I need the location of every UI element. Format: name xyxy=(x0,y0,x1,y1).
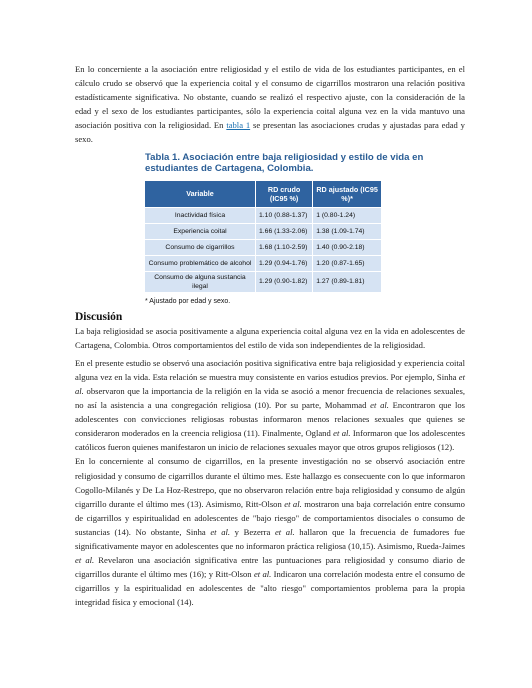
et-al-italic: et al. xyxy=(75,555,95,566)
table-1 xyxy=(145,181,381,292)
text-run: Revelaron una asociación significativa entre las puntuaciones para religiosidad y consumo diario de cigarrillos durante el último mes (16); y Ritt-Olson xyxy=(75,555,465,580)
text-run: observaron que la importancia de la religión en la vida se asoció a menor frecuencia de relaciones sexuales, no así la asistencia a una congregación religiosa (10). Por su parte, Mohammad xyxy=(75,385,465,411)
cell-rd-crudo: 1.29 (0.94-1.76) xyxy=(256,255,313,271)
table-footnote: * Ajustado por edad y sexo. xyxy=(145,297,231,305)
section-heading: Discusión xyxy=(75,310,123,323)
text-run: Informaron que los adolescentes católicos fueron quienes manifestaron un inicio de relaciones sexuales mayor que otros grupos religiosos (12). xyxy=(75,428,466,453)
cell-variable: Consumo de alguna sustancia ilegal xyxy=(145,271,256,292)
cell-rd-ajustado: 1 (0.80-1.24) xyxy=(313,207,381,223)
table-row xyxy=(145,223,381,239)
cell-rd-ajustado: 1.27 (0.89-1.81) xyxy=(313,271,381,292)
text-run: Encontraron que los adolescentes con convicciones religiosas robustas informaron menos relaciones sexuales que quienes se consideraron moderados en la creencia religiosa (11). Finalmente, Ogland xyxy=(75,400,466,439)
et-al-italic: et al. xyxy=(75,371,465,396)
cell-variable: Experiencia coital xyxy=(145,223,256,239)
header-rd-ajustado: RD ajustado (IC95 %)* xyxy=(313,181,381,208)
results-text-end: se presentan las asociaciones crudas y ajustadas para edad y sexo. xyxy=(75,120,465,145)
cell-rd-ajustado: 1.20 (0.87-1.65) xyxy=(313,255,381,271)
text-run: En el presente estudio se observó una asociación positiva significativa entre baja religiosidad y experiencia coital alguna vez en la vida. Esta relación se muestra muy consistente en varios estudios previos. Por ejemplo, Sinha xyxy=(75,357,465,382)
cell-rd-crudo: 1.66 (1.33-2.06) xyxy=(256,223,313,239)
header-variable: Variable xyxy=(145,181,256,208)
results-text: En lo concerniente a la asociación entre religiosidad y el estilo de vida de los estudiantes participantes, en el cálculo crudo se observó que la experiencia coital y el consumo de cigarrillos mostraron una relación positiva estadísticamente significativa. No obstante, cuando se realizó el respectivo ajuste, con la consideración de la edad y el sexo de los estudiantes participantes, sólo la experiencia coital alguna vez en la vida mantuvo una asociación positiva con la religiosidad. En xyxy=(75,64,465,131)
cell-rd-crudo: 1.68 (1.10-2.59) xyxy=(256,239,313,255)
et-al-italic: et al. xyxy=(370,400,389,411)
table-row xyxy=(145,271,381,292)
text-run: y Bezerra xyxy=(234,526,271,537)
table-row xyxy=(145,239,381,255)
text-run: mostraron una baja correlación entre consumo de cigarrillos y espiritualidad en adolescentes de "bajo riesgo" de comportamientos disociales o consumo de sustancias (14). No obstante, Sinha xyxy=(75,498,465,537)
table-row xyxy=(145,207,381,223)
cell-rd-ajustado: 1.40 (0.90-2.18) xyxy=(313,239,381,255)
et-al-italic: et al. xyxy=(274,526,295,537)
table-1-figure xyxy=(145,152,465,305)
discussion-paragraph-1: La baja religiosidad se asocia positivamente a alguna experiencia coital alguna vez en la vida en adolescentes de Cartagena, Colombia. Otros comportamientos del estilo de vida son independientes de la religiosidad. xyxy=(75,325,465,350)
text-run: En lo concerniente al consumo de cigarrillos, en la presente investigación no se observó asociación entre religiosidad y consumo de cigarrillos durante el último mes. Este hallazgo es consecuente con lo que informaron Cogollo-Milanés y De La Hoz-Restrepo, que no observaron relación entre baja religiosidad y consumo de algún cigarrillo durante el último mes (13). Asimismo, Ritt-Olson xyxy=(75,456,465,509)
table-row xyxy=(145,255,381,271)
text-run: Indicaron una correlación modesta entre el consumo de cigarrillos y la espiritualidad en adolescentes de "alto riesgo" comportamientos problema para la propia integridad física y emocional (14). xyxy=(75,569,465,608)
discussion-paragraph-2 xyxy=(75,356,465,455)
cell-rd-ajustado: 1.38 (1.09-1.74) xyxy=(313,223,381,239)
results-paragraph xyxy=(75,62,465,147)
text-run: hallaron que la frecuencia de fumadores fue significativamente mayor en adolescentes que no informaron práctica religiosa (10,15). Asimismo, Rueda-Jaimes xyxy=(75,526,465,551)
cell-rd-crudo: 1.29 (0.90-1.82) xyxy=(256,271,313,292)
table-1-link[interactable]: tabla 1 xyxy=(226,120,251,131)
cell-rd-crudo: 1.10 (0.88-1.37) xyxy=(256,207,313,223)
table-header-row xyxy=(145,181,381,208)
cell-variable: Consumo problemático de alcohol xyxy=(145,255,256,271)
cell-variable: Inactividad física xyxy=(145,207,256,223)
cell-variable: Consumo de cigarrillos xyxy=(145,239,256,255)
et-al-italic: et al. xyxy=(210,526,231,537)
header-rd-crudo: RD crudo (IC95 %) xyxy=(256,181,313,208)
discussion-paragraph-3 xyxy=(75,454,465,609)
et-al-italic: et al. xyxy=(333,428,351,439)
article-body xyxy=(75,62,465,609)
et-al-italic: et al. xyxy=(253,569,272,580)
table-1-title: Tabla 1. Asociación entre baja religiosidad y estilo de vida en estudiantes de Cartagena, Colombia. xyxy=(145,151,424,175)
et-al-italic: et al. xyxy=(284,498,302,509)
